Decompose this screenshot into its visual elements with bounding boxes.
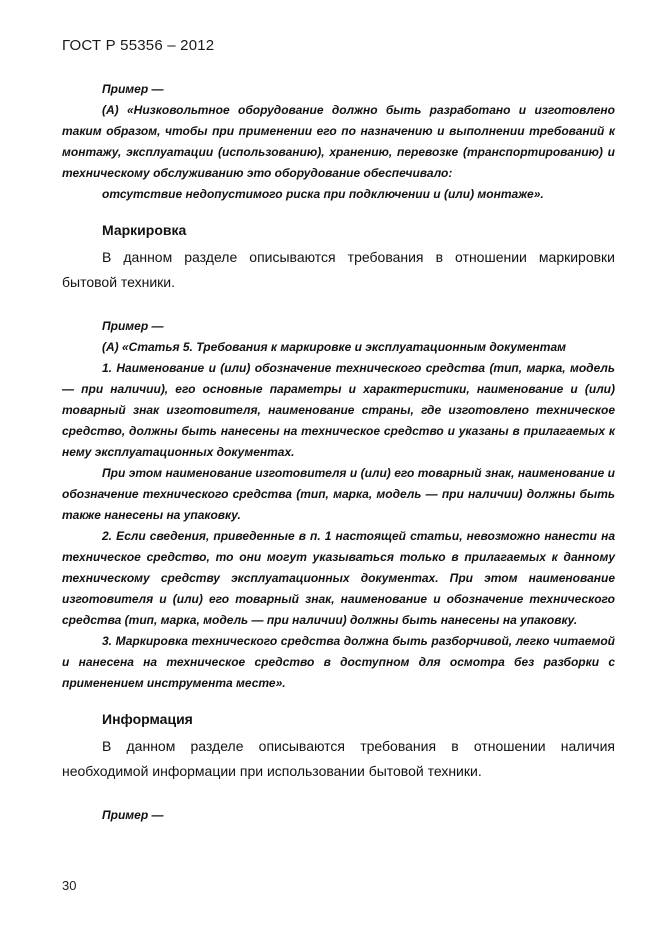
example-paragraph: отсутствие недопустимого риска при подключении и (или) монтаже». <box>102 187 544 201</box>
section-heading: Маркировка <box>102 222 187 238</box>
page-number: 30 <box>62 878 77 893</box>
example-paragraph: 2. Если сведения, приведенные в п. 1 настоящей статьи, невозможно нанести на техническое средство, то они могут указываться только в прилагаемых к данному техническому средству эксплуатационных документах. При этом наименование изготовителя и (или) его товарный знак, наименование и обозначение технического средства (тип, марка, модель — при наличии) должны быть нанесены на упаковку. <box>62 529 615 627</box>
example-label: Пример — <box>102 808 164 822</box>
section-paragraph: В данном разделе описываются требования в отношении маркировки бытовой техники. <box>62 249 615 290</box>
example-paragraph: (А) «Низковольтное оборудование должно быть разработано и изготовлено таким образом, чтобы при применении его по назначению и выполнении требований к монтажу, эксплуатации (использованию), хранению, перевозке (транспортированию) и техническому обслуживанию это оборудование обеспечивало: <box>62 103 615 180</box>
example-paragraph: При этом наименование изготовителя и (или) его товарный знак, наименование и обозначение технического средства (тип, марка, модель — при наличии) должны быть также нанесены на упаковку. <box>62 466 615 522</box>
example-paragraph: (А) «Статья 5. Требования к маркировке и эксплуатационным документам <box>102 340 567 354</box>
example-block-2 <box>62 317 615 694</box>
section-information <box>62 710 615 784</box>
document-header: ГОСТ Р 55356 – 2012 <box>62 37 215 54</box>
example-block-1 <box>62 80 615 205</box>
example-block-3 <box>62 806 615 824</box>
example-paragraph: 1. Наименование и (или) обозначение технического средства (тип, марка, модель — при наличии), его основные параметры и характеристики, наименование и (или) товарный знак изготовителя, наименование страны, где изготовлено техническое средство, должны быть нанесены на техническое средство и указаны в прилагаемых к нему эксплуатационных документах. <box>62 361 615 459</box>
section-heading: Информация <box>102 711 193 727</box>
example-paragraph: 3. Маркировка технического средства должна быть разборчивой, легко читаемой и нанесена на техническое средство в доступном для осмотра без разборки с применением инструмента месте». <box>62 634 615 690</box>
spacer <box>62 295 615 317</box>
page-content <box>62 80 615 826</box>
example-label: Пример — <box>102 82 164 96</box>
spacer <box>62 784 615 806</box>
example-label: Пример — <box>102 319 164 333</box>
section-marking <box>62 221 615 295</box>
section-paragraph: В данном разделе описываются требования в отношении наличия необходимой информации при использовании бытовой техники. <box>62 738 615 779</box>
